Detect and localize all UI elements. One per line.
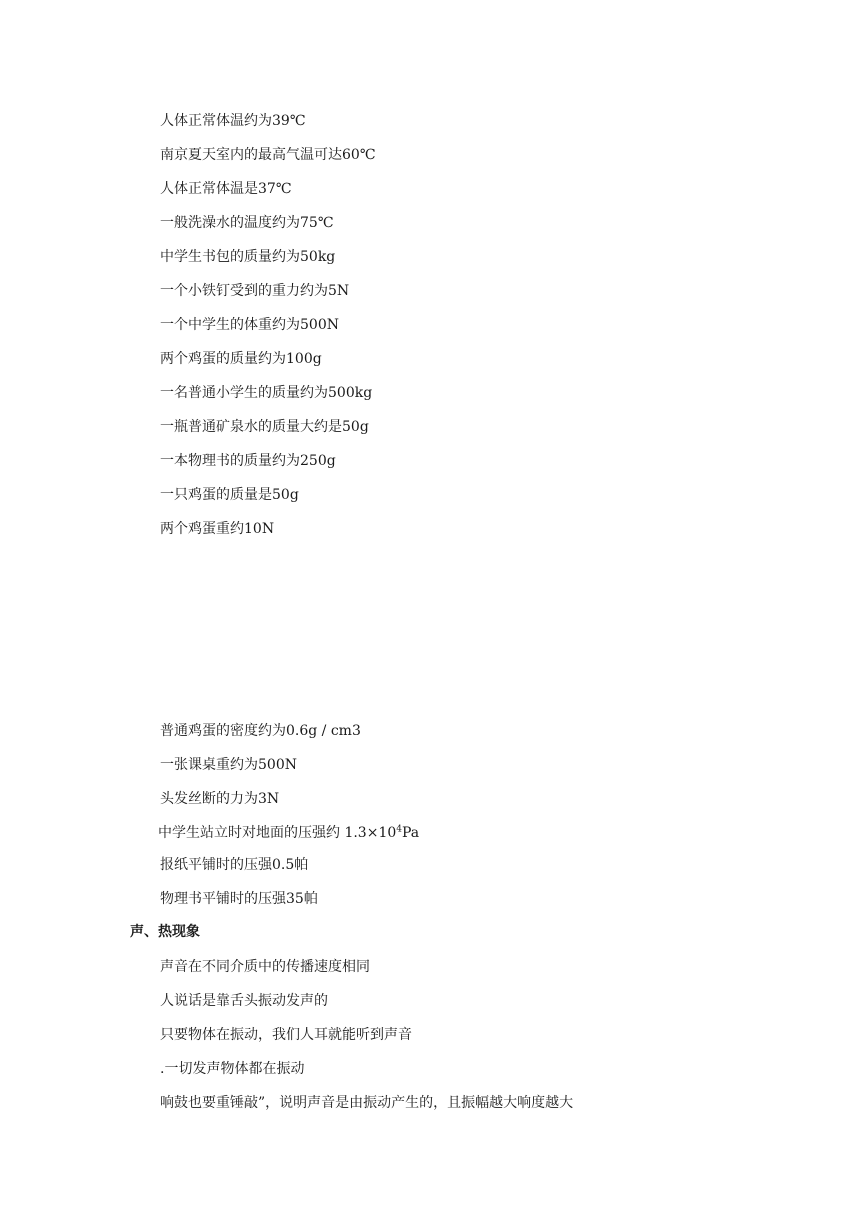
statement-all-sound-vibrates: .一切发声物体都在振动 bbox=[160, 1061, 305, 1077]
statement-speech-tongue: 人说话是靠舌头振动发声的 bbox=[160, 993, 328, 1009]
statement-hair-break-force: 头发丝断的力为3N bbox=[160, 791, 280, 807]
statement-nail-gravity: 一个小铁钉受到的重力约为5N bbox=[160, 283, 350, 299]
statement-one-egg-mass: 一只鸡蛋的质量是50g bbox=[160, 487, 299, 503]
statement-bath-water-temp: 一般洗澡水的温度约为75℃ bbox=[160, 215, 334, 231]
statement-two-eggs-mass: 两个鸡蛋的质量约为100g bbox=[160, 351, 322, 367]
statement-water-bottle-mass: 一瓶普通矿泉水的质量大约是50g bbox=[160, 419, 369, 435]
statement-student-pressure bbox=[158, 824, 419, 842]
statement-sound-speed-media: 声音在不同介质中的传播速度相同 bbox=[160, 959, 370, 975]
statement-egg-density: 普通鸡蛋的密度约为0.6g / cm3 bbox=[160, 723, 361, 739]
pressure-prefix: 中学生站立时对地面的压强约 1.3×10 bbox=[158, 825, 397, 841]
statement-physics-book-mass: 一本物理书的质量约为250g bbox=[160, 453, 336, 469]
statement-schoolbag-mass: 中学生书包的质量约为50kg bbox=[160, 249, 336, 265]
statement-nanjing-summer-temp: 南京夏天室内的最高气温可达60℃ bbox=[160, 147, 376, 163]
statement-desk-weight: 一张课桌重约为500N bbox=[160, 757, 297, 773]
statement-newspaper-pressure: 报纸平铺时的压强0.5帕 bbox=[160, 857, 309, 873]
statement-body-temp-37: 人体正常体温是37℃ bbox=[160, 181, 292, 197]
statement-book-pressure: 物理书平铺时的压强35帕 bbox=[160, 891, 318, 907]
statement-pupil-mass: 一名普通小学生的质量约为500kg bbox=[160, 385, 373, 401]
pressure-exponent: 4 bbox=[396, 824, 402, 835]
statement-student-weight: 一个中学生的体重约为500N bbox=[160, 317, 339, 333]
section-heading-sound-heat: 声、热现象 bbox=[130, 924, 200, 940]
statement-two-eggs-weight: 两个鸡蛋重约10N bbox=[160, 521, 275, 537]
statement-body-temp-39: 人体正常体温约为39℃ bbox=[160, 113, 306, 129]
statement-drum-amplitude: 响鼓也要重锤敲”，说明声音是由振动产生的，且振幅越大响度越大 bbox=[160, 1095, 574, 1111]
pressure-unit: Pa bbox=[402, 825, 420, 841]
statement-vibration-hearing: 只要物体在振动，我们人耳就能听到声音 bbox=[160, 1027, 412, 1043]
